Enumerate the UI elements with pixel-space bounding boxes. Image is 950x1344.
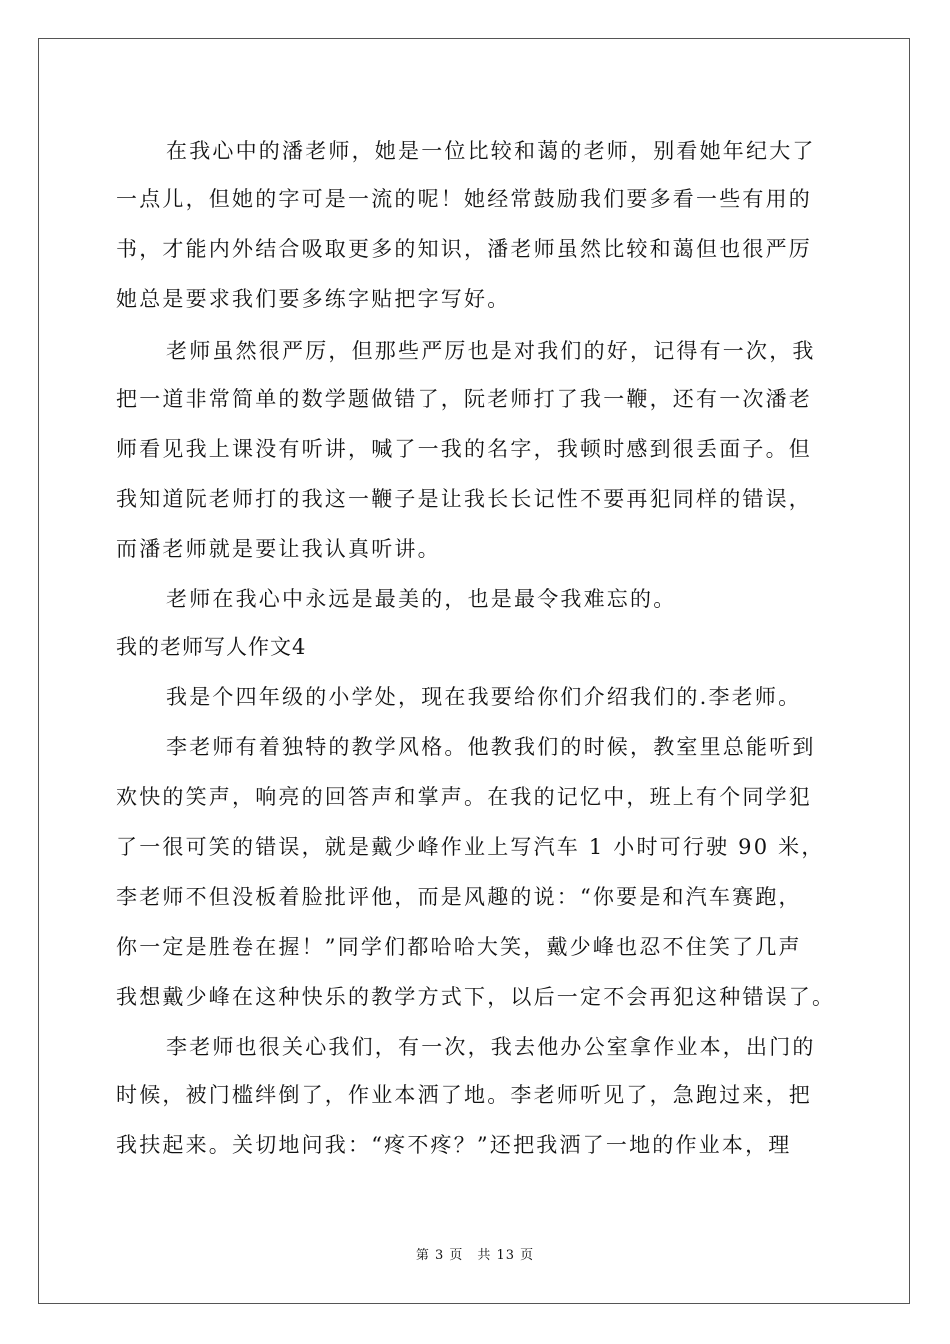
paragraph-line: 而潘老师就是要让我认真听讲。: [116, 537, 441, 561]
paragraph-line: 把一道非常简单的数学题做错了，阮老师打了我一鞭，还有一次潘老: [116, 387, 812, 411]
paragraph-line: 老师虽然很严厉，但那些严厉也是对我们的好，记得有一次，我: [166, 339, 816, 363]
paragraph-line: 欢快的笑声，响亮的回答声和掌声。在我的记忆中，班上有个同学犯: [116, 785, 812, 809]
paragraph-line: 我扶起来。关切地问我：“疼不疼？”还把我洒了一地的作业本，理: [116, 1133, 792, 1157]
paragraph-line: 李老师也很关心我们，有一次，我去他办公室拿作业本，出门的: [166, 1035, 816, 1059]
page-number-footer: 第 3 页 共 13 页: [415, 1248, 535, 1263]
paragraph-line: 师看见我上课没有听讲，喊了一我的名字，我顿时感到很丢面子。但: [116, 437, 812, 461]
paragraph-line: 她总是要求我们要多练字贴把字写好。: [116, 287, 511, 311]
paragraph-line: 你一定是胜卷在握！”同学们都哈哈大笑，戴少峰也忍不住笑了几声: [116, 935, 802, 959]
paragraph-line: 李老师不但没板着脸批评他，而是风趣的说：“你要是和汽车赛跑，: [116, 885, 802, 909]
page-border: [38, 38, 910, 1304]
paragraph-line: 书，才能内外结合吸取更多的知识，潘老师虽然比较和蔼但也很严厉: [116, 237, 812, 261]
paragraph-line: 我是个四年级的小学处，现在我要给你们介绍我们的.李老师。: [166, 685, 802, 709]
paragraph-line: 一点儿，但她的字可是一流的呢！她经常鼓励我们要多看一些有用的: [116, 187, 812, 211]
paragraph-line: 在我心中的潘老师，她是一位比较和蔼的老师，别看她年纪大了: [166, 139, 816, 163]
paragraph-line: 我知道阮老师打的我这一鞭子是让我长长记性不要再犯同样的错误，: [116, 487, 812, 511]
paragraph-line: 老师在我心中永远是最美的，也是最令我难忘的。: [166, 587, 677, 611]
paragraph-line: 了一很可笑的错误，就是戴少峰作业上写汽车 1 小时可行驶 90 米，: [116, 835, 825, 859]
paragraph-line: 时候，被门槛绊倒了，作业本洒了地。李老师听见了，急跑过来，把: [116, 1083, 812, 1107]
paragraph-line: 李老师有着独特的教学风格。他教我们的时候，教室里总能听到: [166, 735, 816, 759]
paragraph-line: 我想戴少峰在这种快乐的教学方式下，以后一定不会再犯这种错误了。: [116, 985, 836, 1009]
section-heading: 我的老师写人作文4: [116, 635, 307, 659]
